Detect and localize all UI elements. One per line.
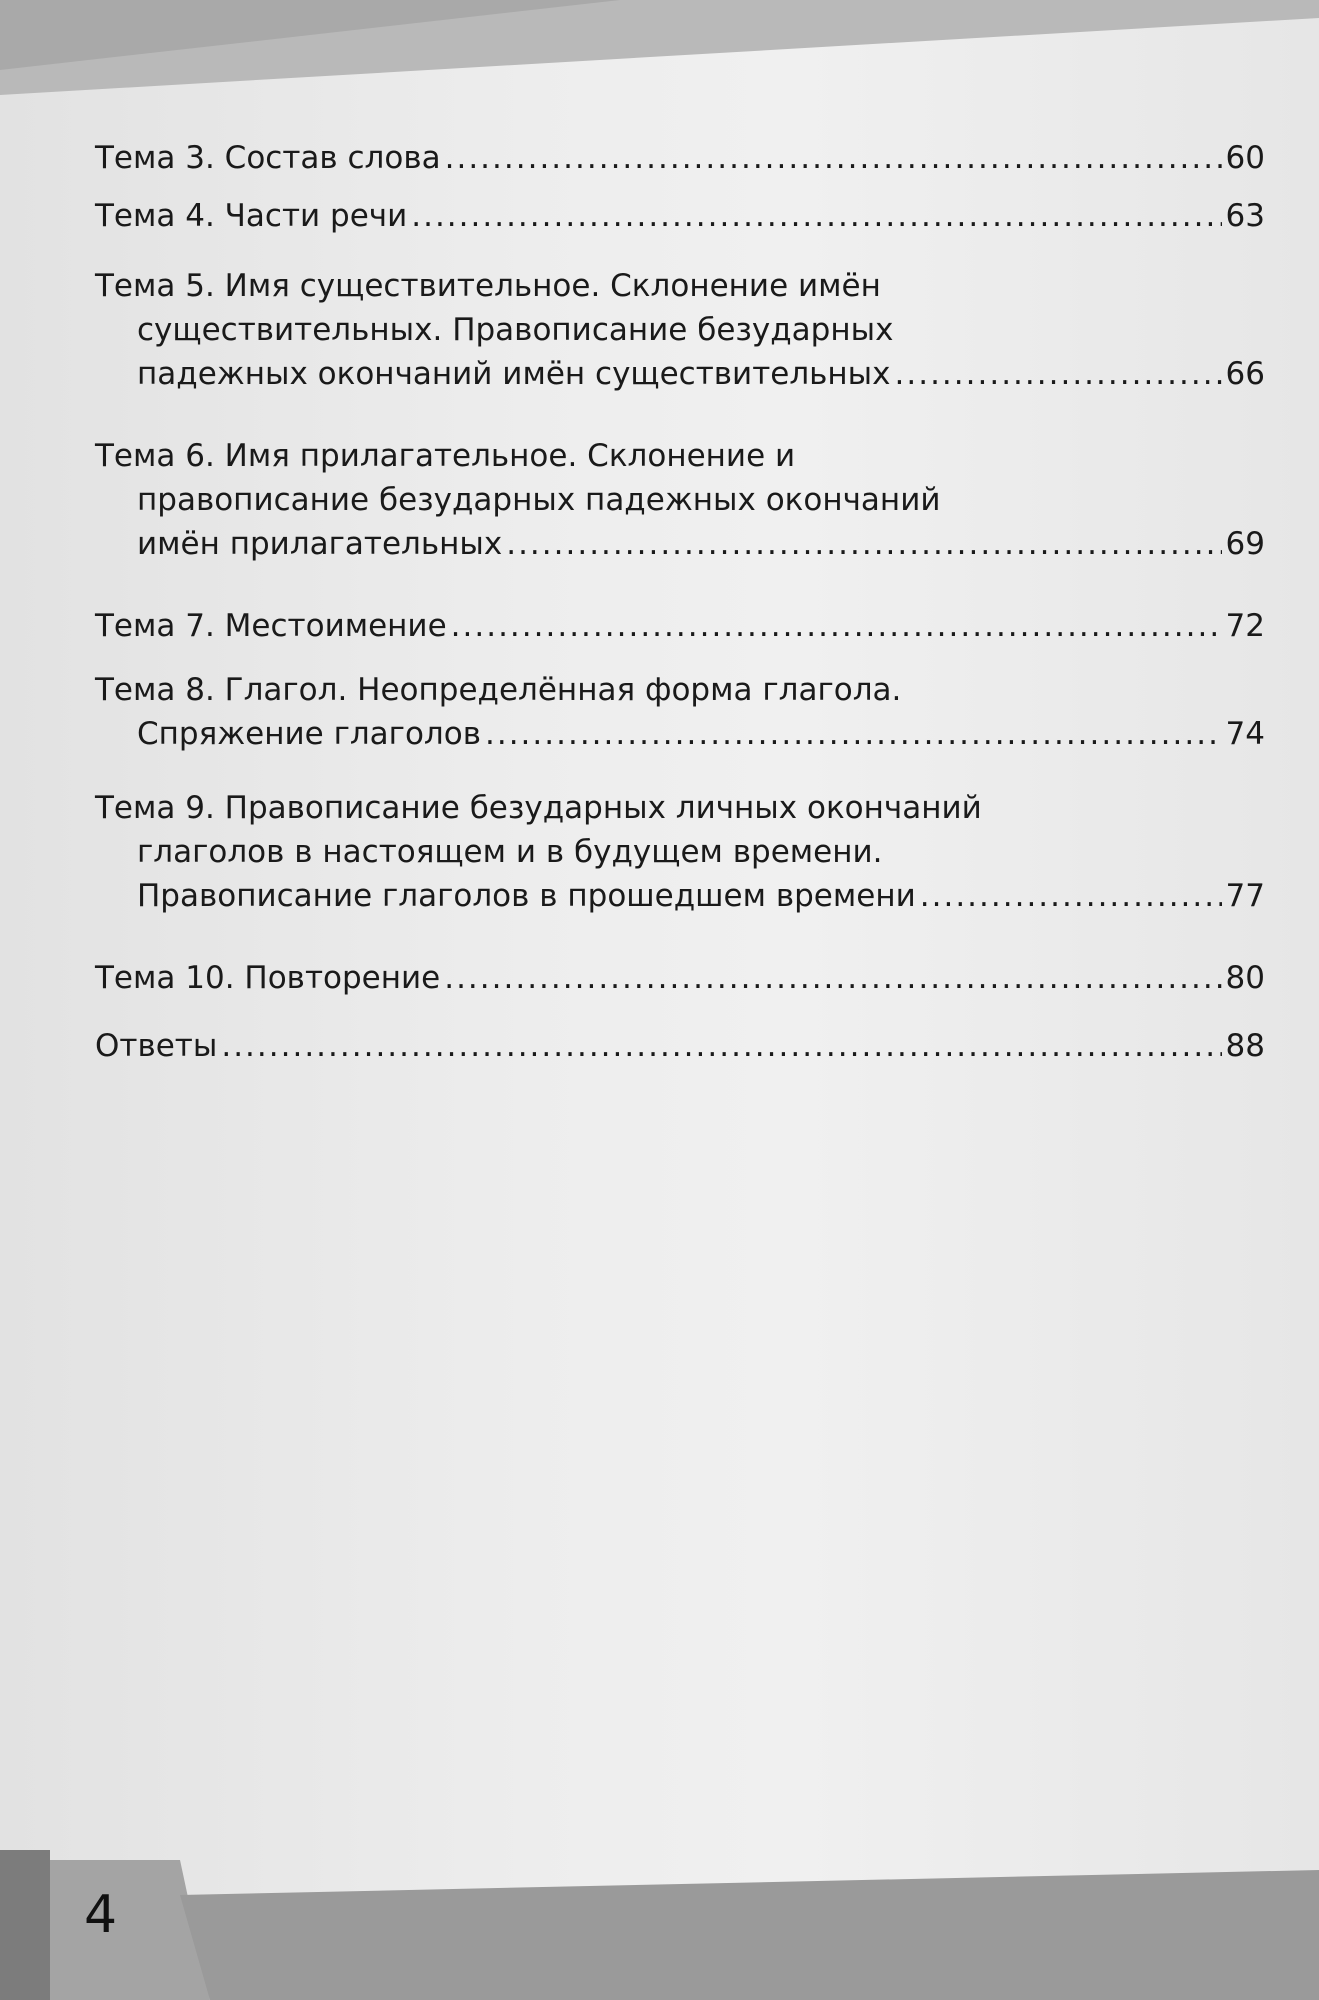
toc-page-number: 63	[1225, 198, 1265, 234]
toc-entry-title: Тема 3. Состав слова	[95, 140, 441, 176]
toc-entry-topic-6[interactable]	[95, 434, 1265, 566]
toc-entry-title-continued: имён прилагательных	[137, 526, 503, 562]
toc-page-number: 66	[1225, 356, 1265, 392]
dot-leader	[445, 136, 1222, 180]
dot-leader	[920, 874, 1222, 918]
toc-entry-title: Тема 5. Имя существительное. Склонение имён	[95, 268, 881, 304]
toc-page-number: 77	[1225, 878, 1265, 914]
toc-entry-topic-7[interactable]	[95, 604, 1265, 648]
toc-page-number: 80	[1225, 960, 1265, 996]
toc-entry-topic-9[interactable]	[95, 786, 1265, 918]
dot-leader	[451, 604, 1222, 648]
toc-entry-title: Тема 6. Имя прилагательное. Склонение и	[95, 438, 796, 474]
toc-entry-title-continued: глаголов в настоящем и в будущем времени.	[137, 834, 883, 870]
toc-page-number: 72	[1225, 608, 1265, 644]
toc-entry-title: Ответы	[95, 1028, 218, 1064]
dot-leader	[485, 712, 1222, 756]
dot-leader	[506, 522, 1221, 566]
toc-page-number: 88	[1225, 1028, 1265, 1064]
toc-entry-answers[interactable]	[95, 1024, 1265, 1068]
toc-entry-title-continued: правописание безударных падежных окончаний	[137, 482, 941, 518]
toc-entry-title: Тема 9. Правописание безударных личных окончаний	[95, 790, 982, 826]
toc-entry-title: Тема 7. Местоимение	[95, 608, 447, 644]
dot-leader	[444, 956, 1221, 1000]
toc-page-number: 60	[1225, 140, 1265, 176]
toc-page-number: 74	[1225, 716, 1265, 752]
toc-entry-title: Тема 10. Повторение	[95, 960, 441, 996]
toc-entry-title: Тема 4. Части речи	[95, 198, 408, 234]
toc-entry-topic-10[interactable]	[95, 956, 1265, 1000]
dot-leader	[411, 194, 1221, 238]
toc-entry-title-continued: Спряжение глаголов	[137, 716, 481, 752]
toc-entry-topic-3[interactable]	[95, 136, 1265, 180]
toc-entry-title: Тема 8. Глагол. Неопределённая форма глагола.	[95, 672, 902, 708]
toc-entry-topic-5[interactable]	[95, 264, 1265, 396]
toc-entry-title-continued: Правописание глаголов в прошедшем времени	[137, 878, 916, 914]
dot-leader	[221, 1024, 1221, 1068]
toc-entry-topic-8[interactable]	[95, 668, 1265, 756]
dot-leader	[895, 352, 1222, 396]
toc-entry-title-continued: существительных. Правописание безударных	[137, 312, 894, 348]
toc-entry-title-continued: падежных окончаний имён существительных	[137, 356, 891, 392]
page-number: 4	[84, 1885, 118, 1945]
toc-page-number: 69	[1225, 526, 1265, 562]
toc-entry-topic-4[interactable]	[95, 194, 1265, 238]
